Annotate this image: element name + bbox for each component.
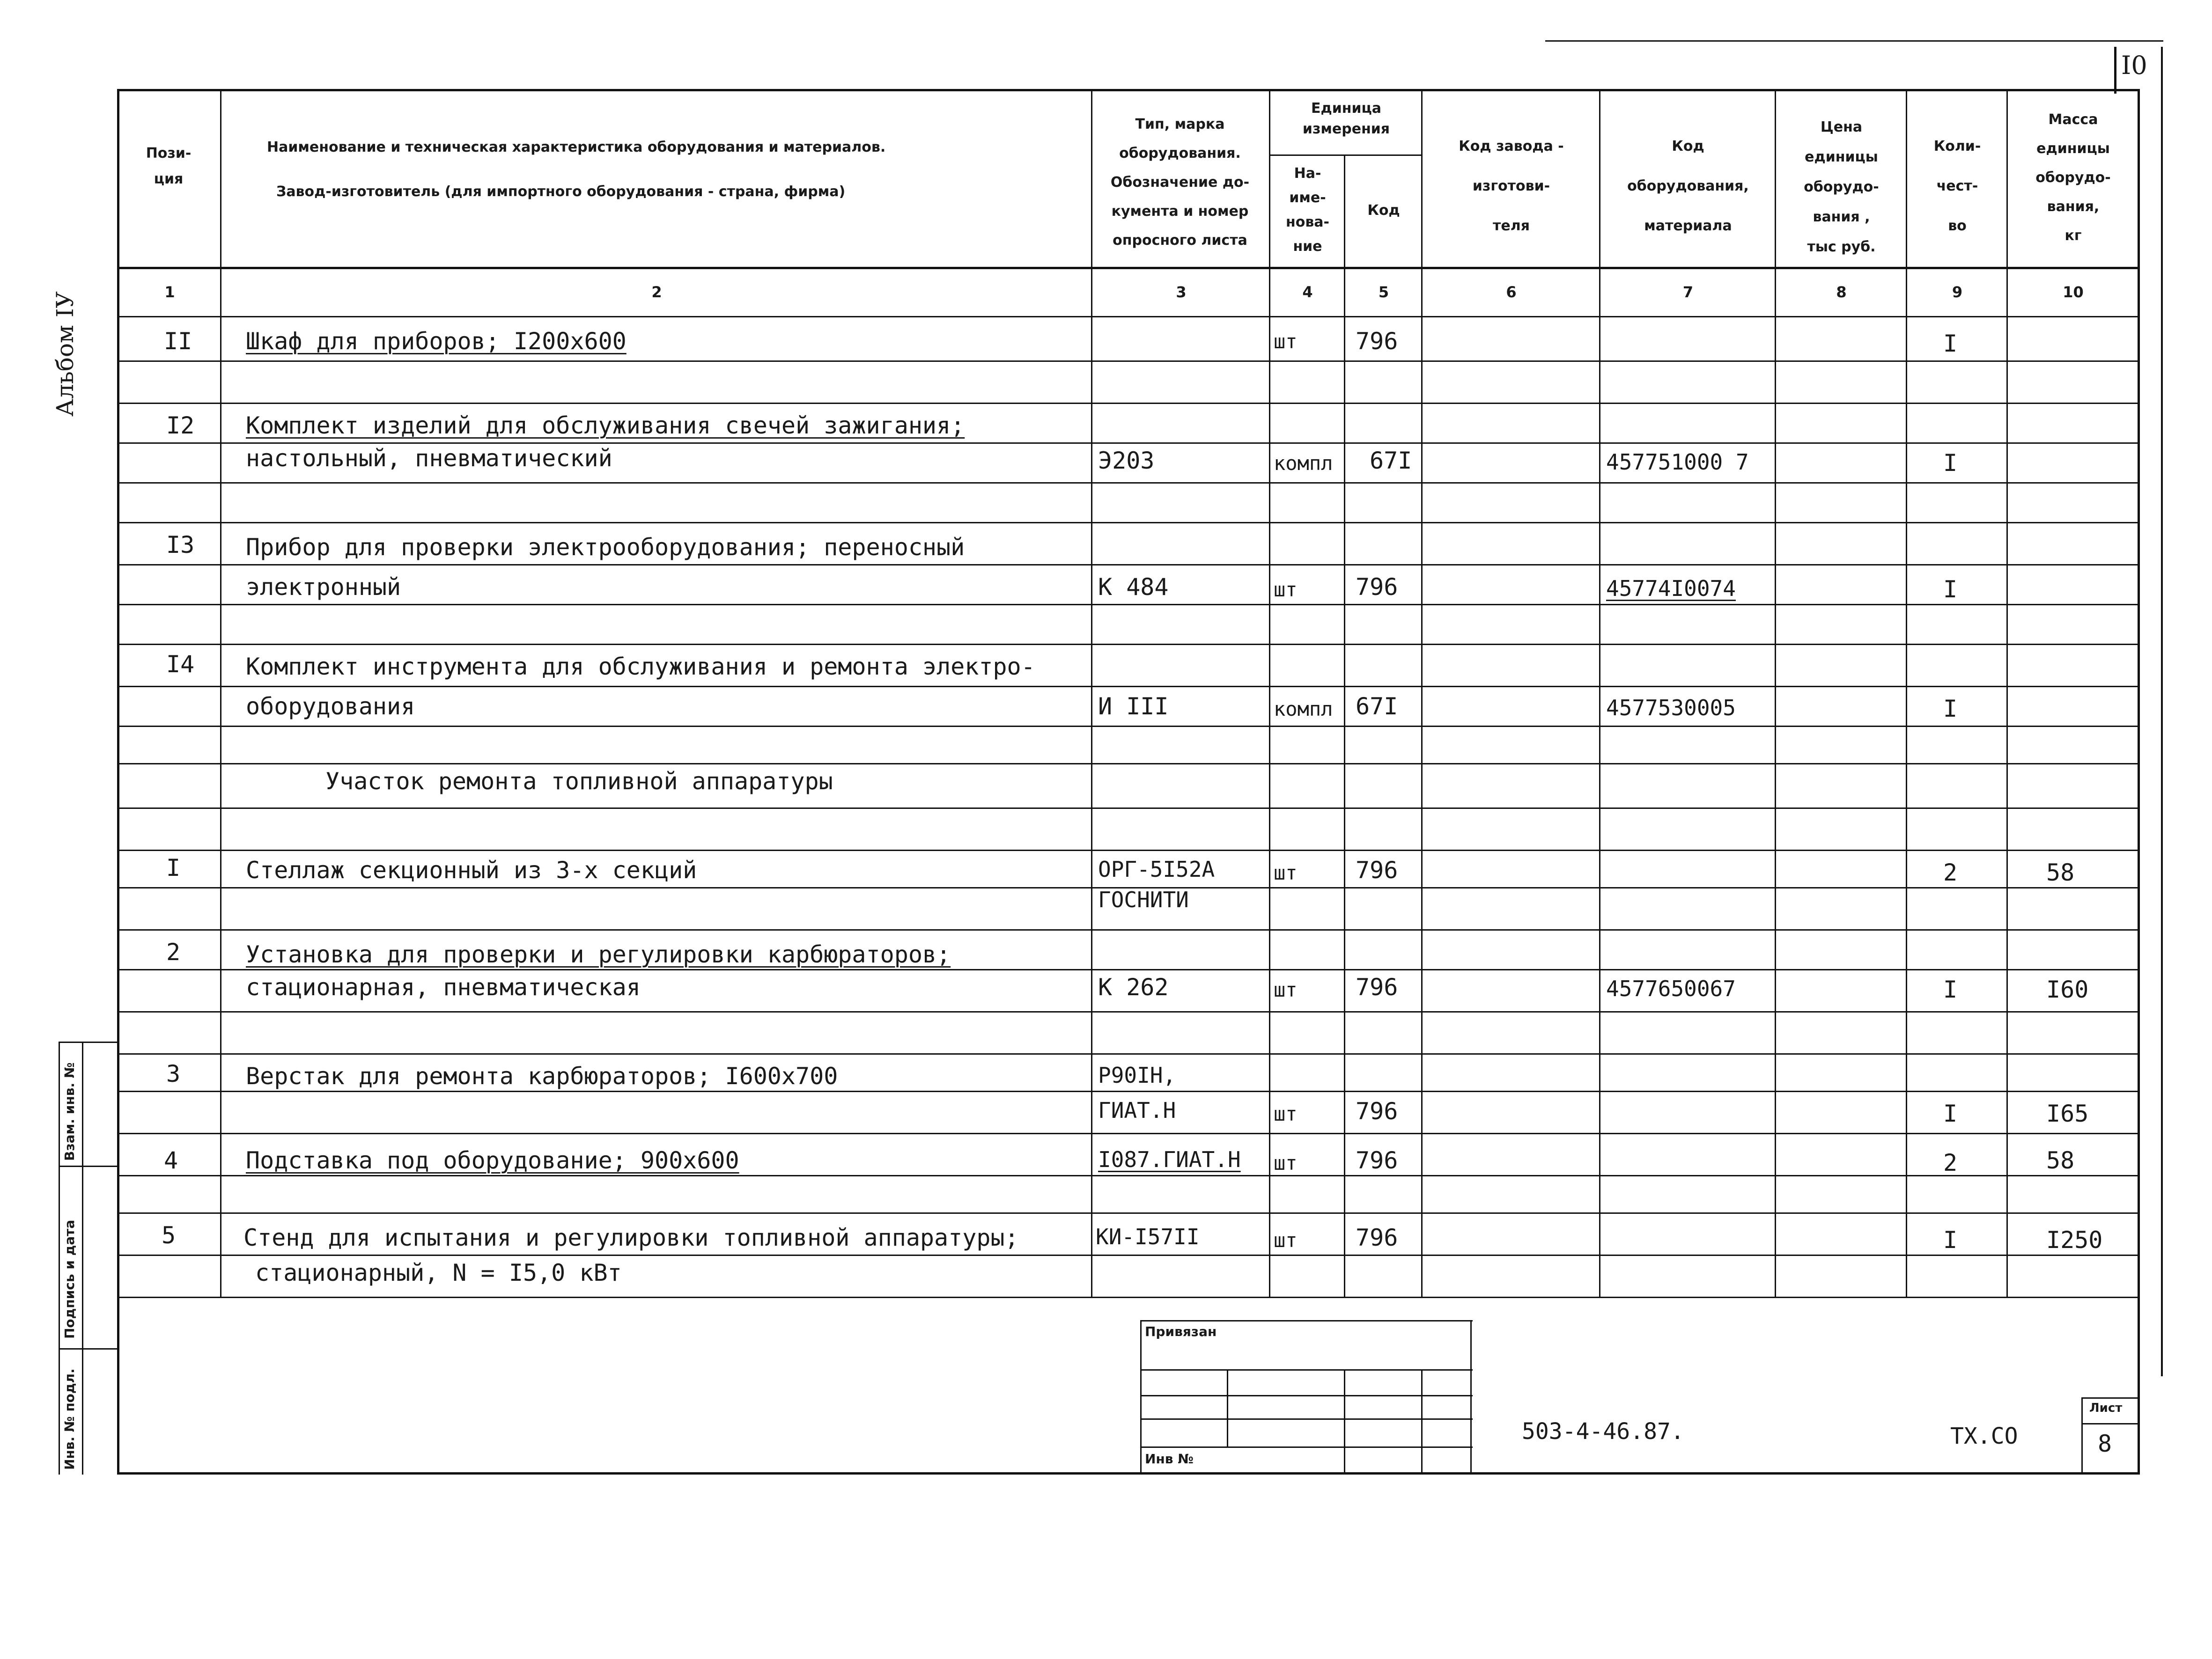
row-code: 796 <box>1356 974 1398 1001</box>
header-mass-line: Масса <box>2048 111 2098 128</box>
col-number: 1 <box>164 283 175 301</box>
col-divider <box>2006 89 2008 1297</box>
col-divider <box>1775 89 1776 1297</box>
header-unit-name-line: На- <box>1294 165 1321 182</box>
strip-label: Взам. инв. № <box>62 1062 77 1161</box>
header-price-line: вания , <box>1813 209 1870 225</box>
row-mass: 58 <box>2046 1147 2075 1174</box>
strip-left <box>59 1042 60 1475</box>
strip-label: Инв. № подл. <box>62 1368 77 1470</box>
sheet-number-top: I0 <box>2121 51 2147 80</box>
header-name-line1: Наименование и техническая характеристика оборудования и материалов. <box>267 139 886 155</box>
header-type-line: опросного листа <box>1113 232 1247 249</box>
stamp-line <box>1140 1320 1473 1321</box>
row-code: 796 <box>1356 1224 1398 1251</box>
col-number: 8 <box>1836 283 1847 301</box>
strip-line <box>59 1166 117 1167</box>
header-name-line2: Завод-изготовитель (для импортного оборудования - страна, фирма) <box>276 184 846 200</box>
row-name: Комплект изделий для обслуживания свечей зажигания; <box>246 412 965 439</box>
header-factory-line: теля <box>1493 218 1530 234</box>
row-code: 796 <box>1356 857 1398 884</box>
row-line <box>117 522 2140 523</box>
header-position: Пози-ция <box>146 145 192 187</box>
row-unit: шт <box>1274 578 1298 601</box>
header-type-line: кумента и номер <box>1111 203 1249 220</box>
row-line <box>117 1011 2140 1013</box>
row-equip-code: 4577650067 <box>1606 976 1736 1001</box>
header-equip-line: Код <box>1672 138 1704 154</box>
col-number: 3 <box>1176 283 1187 301</box>
row-name: Подставка под оборудование; 900x600 <box>246 1147 739 1174</box>
col-number: 2 <box>651 283 662 301</box>
strip-line <box>59 1042 117 1043</box>
row-line <box>117 1053 2140 1055</box>
row-code: 796 <box>1356 573 1398 601</box>
unit-group-divider <box>1269 154 1421 156</box>
row-type: И III <box>1098 693 1169 720</box>
right-edge <box>2161 47 2163 1376</box>
row-name: стационарная, пневматическая <box>246 974 641 1001</box>
row-line <box>117 726 2140 727</box>
row-code: 796 <box>1356 1147 1398 1174</box>
row-equip-code: 457751000 7 <box>1606 449 1749 475</box>
number-row-border <box>117 316 2140 317</box>
header-unit-name-line: нова- <box>1285 214 1330 230</box>
row-position: I <box>166 854 181 881</box>
top-rule <box>1545 40 2163 42</box>
header-mass <box>2009 105 2138 250</box>
row-line <box>117 1255 2140 1256</box>
strip-mid <box>82 1042 83 1475</box>
row-line <box>117 1091 2140 1092</box>
stamp-line <box>1140 1395 1473 1396</box>
row-position: 2 <box>166 939 181 966</box>
row-name: Стеллаж секционный из 3-х секций <box>246 857 697 884</box>
row-line <box>117 850 2140 851</box>
row-line <box>117 1175 2140 1176</box>
row-unit: шт <box>1274 1229 1298 1252</box>
header-unit-name-line: име- <box>1289 190 1326 206</box>
row-qty: I <box>1943 576 1958 603</box>
header-price-line: оборудо- <box>1804 179 1879 195</box>
row-type: Р90IН, <box>1098 1063 1176 1088</box>
row-qty: I <box>1943 449 1958 477</box>
table-bottom-border <box>117 1472 2140 1475</box>
stamp-vline <box>1421 1369 1423 1475</box>
row-line <box>117 686 2140 687</box>
header-quantity-line: чест- <box>1936 178 1978 194</box>
header-factory-code <box>1423 126 1599 246</box>
row-mass: I60 <box>2046 976 2089 1003</box>
row-name: Шкаф для приборов; I200x600 <box>246 328 627 355</box>
col-number: 7 <box>1682 283 1694 301</box>
table-right-border <box>2138 89 2140 1475</box>
row-line <box>117 482 2140 484</box>
header-price-line: тыс руб. <box>1807 239 1876 255</box>
stamp-inv-label: Инв № <box>1145 1451 1194 1467</box>
col-number: 4 <box>1302 283 1313 301</box>
header-type-line: Тип, марка <box>1135 116 1225 132</box>
row-code: 67I <box>1370 447 1412 474</box>
header-unit-code: Код <box>1367 202 1400 219</box>
stamp-line <box>1140 1369 1473 1371</box>
stamp-bound-label: Привязан <box>1145 1324 1217 1339</box>
header-mass-line: кг <box>2065 228 2082 244</box>
row-line <box>117 403 2140 404</box>
row-mass: 58 <box>2046 859 2075 886</box>
row-type: К 262 <box>1098 974 1169 1001</box>
row-line <box>117 929 2140 931</box>
header-mass-line: единицы <box>2036 140 2110 157</box>
row-name: Прибор для проверки электрооборудования; переносный <box>246 534 965 561</box>
header-unit-name <box>1271 161 1344 259</box>
header-price-line: Цена <box>1820 119 1863 135</box>
header-unit-line: измерения <box>1302 121 1390 137</box>
row-line <box>117 1212 2140 1214</box>
row-qty: 2 <box>1943 859 1958 886</box>
col-number: 6 <box>1506 283 1517 301</box>
stamp-line <box>1140 1446 1473 1448</box>
stamp-vline <box>1140 1320 1142 1475</box>
header-quantity-line: Коли- <box>1933 138 1981 154</box>
row-line <box>117 969 2140 970</box>
section-title: Участок ремонта топливной аппаратуры <box>325 768 833 795</box>
stamp-vline <box>1344 1369 1345 1475</box>
row-line <box>117 644 2140 645</box>
row-name: настольный, пневматический <box>246 445 612 472</box>
strip-label: Подпись и дата <box>62 1219 77 1339</box>
stamp-sheet-number: 8 <box>2098 1430 2112 1457</box>
strip-line <box>59 1348 117 1350</box>
header-equip-line: материала <box>1644 218 1732 234</box>
col-divider <box>1091 89 1092 1297</box>
col-divider <box>1906 89 1907 1297</box>
header-unit-group <box>1271 98 1421 139</box>
row-line <box>117 807 2140 809</box>
stamp-vline <box>1227 1369 1228 1446</box>
header-price-line: единицы <box>1805 149 1878 165</box>
header-unit-line: Единица <box>1311 100 1381 117</box>
row-code: 796 <box>1356 328 1398 355</box>
col-number: 10 <box>2063 283 2084 301</box>
row-equip-code: 45774I0074 <box>1606 576 1736 601</box>
row-position: 3 <box>166 1060 181 1087</box>
row-qty: I <box>1943 1100 1958 1127</box>
row-type: ГОСНИТИ <box>1098 887 1189 912</box>
row-equip-code: 4577530005 <box>1606 695 1736 720</box>
sheet-cell-top <box>2081 1397 2140 1399</box>
header-mass-line: вания, <box>2047 198 2100 215</box>
header-type-line: Обозначение до- <box>1110 174 1250 191</box>
row-type: I087.ГИАТ.Н <box>1098 1147 1241 1172</box>
row-line <box>117 442 2140 444</box>
header-quantity <box>1908 126 2006 246</box>
row-position: II <box>164 328 192 355</box>
row-name: оборудования <box>246 693 415 720</box>
header-equip-line: оборудования, <box>1627 178 1749 194</box>
header-equip-code <box>1601 126 1775 246</box>
stamp-code: 503-4-46.87. <box>1522 1418 1684 1445</box>
row-line <box>117 564 2140 565</box>
row-name: Стенд для испытания и регулировки топливной аппаратуры; <box>243 1224 1019 1251</box>
row-qty: I <box>1943 976 1958 1003</box>
sheet-cell-left <box>2081 1397 2083 1472</box>
header-mass-line: оборудо- <box>2035 169 2111 186</box>
row-unit: шт <box>1274 1102 1298 1125</box>
row-type: Э203 <box>1098 447 1155 474</box>
stamp-doc: ТХ.СО <box>1950 1423 2018 1449</box>
col-divider <box>220 89 221 1297</box>
row-mass: I250 <box>2046 1226 2103 1254</box>
row-unit: шт <box>1274 861 1298 884</box>
row-name: Установка для проверки и регулировки карбюраторов; <box>246 941 951 968</box>
header-factory-line: Код завода - <box>1459 138 1564 154</box>
album-label: Альбом IУ <box>52 291 79 417</box>
row-name: Верстак для ремонта карбюраторов; I600x700 <box>246 1063 838 1090</box>
col-number: 5 <box>1378 283 1389 301</box>
row-unit: шт <box>1274 978 1298 1001</box>
header-factory-line: изготови- <box>1472 178 1550 194</box>
row-type: ОРГ-5I52А <box>1098 857 1215 882</box>
table-top-border <box>117 89 2140 91</box>
row-unit: компл <box>1274 697 1333 720</box>
row-line <box>117 604 2140 605</box>
header-type-line: оборудования. <box>1119 145 1241 161</box>
row-unit: шт <box>1274 1152 1298 1175</box>
row-position: 4 <box>164 1147 178 1174</box>
sheet-box-left <box>2114 47 2116 94</box>
stamp-sheet-label: Лист <box>2089 1401 2123 1415</box>
row-line <box>117 1133 2140 1134</box>
sheet-cell-mid <box>2081 1423 2140 1424</box>
row-line <box>117 763 2140 764</box>
col-divider <box>1269 89 1270 1297</box>
header-type <box>1093 110 1267 255</box>
row-name: электронный <box>246 573 401 601</box>
row-qty: I <box>1943 695 1958 722</box>
header-price <box>1777 112 1906 262</box>
row-qty: 2 <box>1943 1149 1958 1176</box>
row-line <box>117 360 2140 362</box>
stamp-vline <box>1470 1320 1472 1475</box>
header-bottom-border <box>117 267 2140 269</box>
row-code: 796 <box>1356 1098 1398 1125</box>
row-unit: шт <box>1274 330 1298 353</box>
row-qty: I <box>1943 1226 1958 1254</box>
row-type: КИ-I57II <box>1096 1224 1200 1249</box>
row-mass: I65 <box>2046 1100 2089 1127</box>
row-position: I3 <box>166 531 195 558</box>
col-divider <box>1421 89 1423 1297</box>
stamp-line <box>1140 1418 1473 1420</box>
row-type: ГИАТ.Н <box>1098 1098 1176 1123</box>
row-code: 67I <box>1356 693 1398 720</box>
row-unit: компл <box>1274 452 1333 475</box>
row-name: Комплект инструмента для обслуживания и ремонта электро- <box>246 653 1035 680</box>
col-number: 9 <box>1952 283 1963 301</box>
row-qty: I <box>1943 330 1958 357</box>
header-quantity-line: во <box>1948 218 1967 234</box>
row-position: I4 <box>166 651 195 678</box>
row-position: 5 <box>162 1222 176 1249</box>
col-divider <box>1599 89 1600 1297</box>
row-position: I2 <box>166 412 195 439</box>
row-type: К 484 <box>1098 573 1169 601</box>
body-bottom-border <box>117 1297 2140 1298</box>
row-name: стационарный, N = I5,0 кВт <box>255 1259 622 1286</box>
header-unit-name-line: ние <box>1293 238 1322 255</box>
